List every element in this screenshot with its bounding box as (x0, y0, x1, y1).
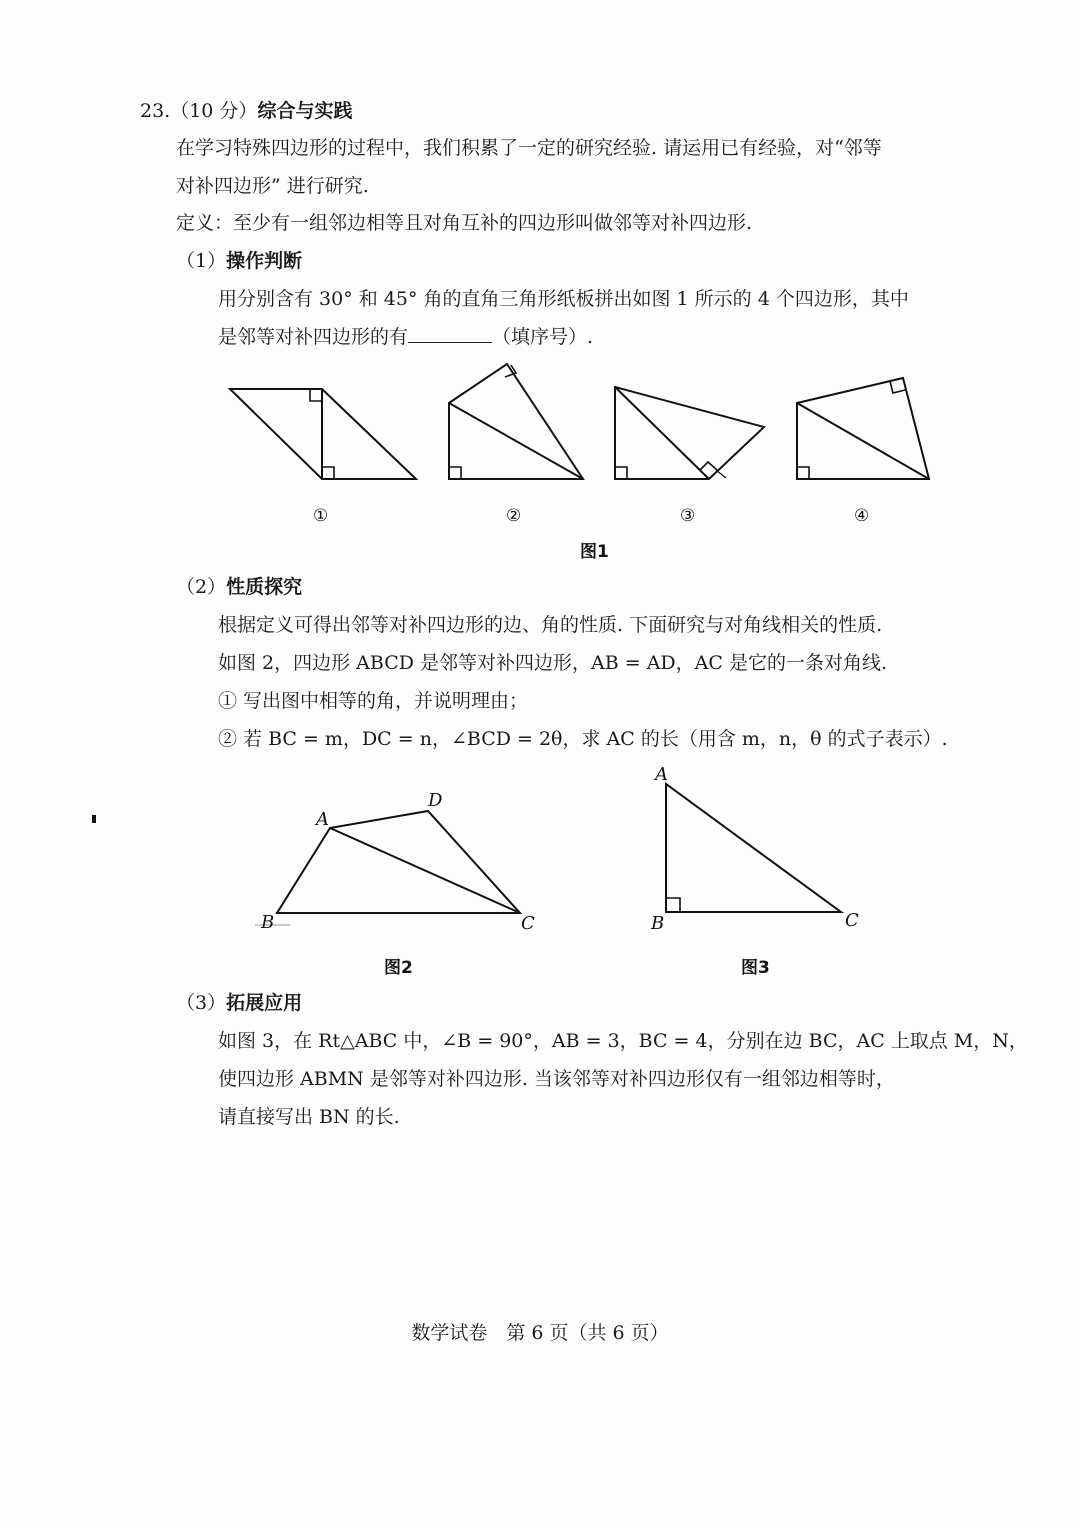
part2-label: （2） (176, 576, 227, 598)
figure2-point-a: A (316, 809, 329, 830)
part2-text-2: 如图 2，四边形 ABCD 是邻等对补四边形，AB = AD，AC 是它的一条对角线. (218, 652, 887, 674)
part2-title: 性质探究 (226, 576, 303, 598)
figure1-caption: 图1 (580, 542, 609, 562)
question-points: （10 分） (170, 100, 258, 122)
intro-line-2: 对补四边形” 进行研究. (176, 175, 369, 197)
question-number: 23. (140, 100, 171, 122)
part1-text-2a: 是邻等对补四边形的有 (218, 326, 409, 348)
figure3-point-c: C (845, 910, 859, 931)
part2-item-2: ② 若 BC = m，DC = n，∠BCD = 2θ，求 AC 的长（用含 m，n，θ 的式子表示）. (218, 728, 948, 750)
figure1-label-2: ② (506, 506, 522, 526)
figure1-label-4: ④ (854, 506, 870, 526)
part3-label: （3） (176, 992, 227, 1014)
figure1-quad-1 (230, 389, 416, 479)
figure3-caption: 图3 (741, 958, 770, 978)
figure1-quad-2 (449, 364, 583, 479)
part3-text-2: 使四边形 ABMN 是邻等对补四边形. 当该邻等对补四边形仅有一组邻边相等时， (218, 1068, 895, 1090)
figure2-point-b: B (261, 912, 275, 933)
figure2 (255, 811, 520, 925)
figure1-label-3: ③ (680, 506, 696, 526)
figure3-point-b: B (651, 913, 665, 934)
part3-text-3: 请直接写出 BN 的长. (218, 1106, 400, 1128)
part1-text-2b: （填序号）. (492, 326, 594, 348)
figure1-quad-4 (797, 378, 929, 479)
figure2-point-d: D (428, 790, 443, 811)
intro-line-1: 在学习特殊四边形的过程中，我们积累了一定的研究经验. 请运用已有经验，对“邻等 (176, 137, 882, 159)
figure3-point-a: A (655, 764, 668, 785)
part1-text-1: 用分别含有 30° 和 45° 角的直角三角形纸板拼出如图 1 所示的 4 个四边形，其中 (218, 288, 909, 310)
figure1-label-1: ① (313, 506, 329, 526)
figure1-quad-3 (615, 387, 764, 479)
figure2-caption: 图2 (384, 958, 413, 978)
part1-title: 操作判断 (226, 250, 303, 272)
part1-label: （1） (176, 250, 227, 272)
figure3 (666, 784, 841, 912)
page-footer: 数学试卷 第 6 页（共 6 页） (411, 1322, 669, 1344)
part3-text-1: 如图 3，在 Rt△ABC 中，∠B = 90°，AB = 3，BC = 4，分别在边 BC，AC 上取点 M，N， (218, 1030, 1028, 1052)
part2-text-1: 根据定义可得出邻等对补四边形的边、角的性质. 下面研究与对角线相关的性质. (218, 614, 883, 636)
figure2-point-c: C (521, 913, 535, 934)
question-heading: 综合与实践 (257, 100, 353, 122)
part2-item-1: ① 写出图中相等的角，并说明理由； (218, 690, 529, 712)
definition: 定义：至少有一组邻边相等且对角互补的四边形叫做邻等对补四边形. (176, 212, 753, 234)
part3-title: 拓展应用 (226, 992, 303, 1014)
